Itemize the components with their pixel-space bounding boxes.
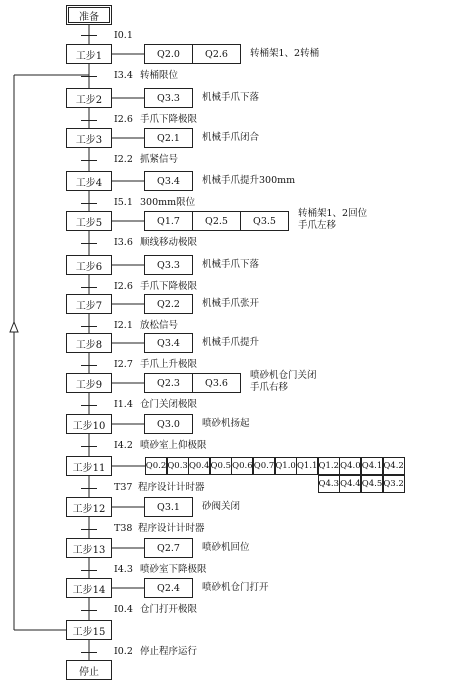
action-cell: Q0.6: [231, 457, 253, 475]
transition-label: T37: [114, 482, 133, 493]
transition-label: I0.2: [114, 646, 133, 657]
transition-description: 程序设计计时器: [138, 482, 205, 493]
action-cell: Q2.3: [144, 373, 193, 393]
action-description: 喷砂机仓门打开: [202, 582, 269, 593]
step-box: 工步6: [66, 255, 112, 275]
transition-label: I4.3: [114, 564, 133, 575]
action-description: 喷砂机扬起: [202, 418, 250, 429]
action-description: 机械手爪下落: [202, 92, 260, 103]
action-cell: Q4.2: [383, 457, 405, 475]
transition-mark: [81, 326, 97, 327]
action-cell: Q2.0: [144, 44, 193, 64]
transition-label: I2.6: [114, 114, 133, 125]
action-cell: Q0.7: [253, 457, 275, 475]
action-cell: Q1.0: [275, 457, 297, 475]
transition-label: I3.6: [114, 237, 133, 248]
action-cell: Q0.5: [210, 457, 232, 475]
transition-description: 300mm限位: [140, 197, 196, 208]
step-box: 工步7: [66, 294, 112, 314]
transition-description: 手爪下降极限: [140, 281, 198, 292]
transition-mark: [81, 287, 97, 288]
transition-description: 程序设计计时器: [138, 523, 205, 534]
transition-mark: [81, 529, 97, 530]
loop-arrow-icon: [10, 322, 18, 332]
step-box: 工步4: [66, 171, 112, 191]
transition-description: 喷砂室上仰极限: [140, 440, 207, 451]
action-description: 砂阀关闭: [202, 501, 241, 512]
start-step: [66, 5, 112, 25]
transition-mark: [81, 120, 97, 121]
transition-description: 放松信号: [140, 320, 179, 331]
action-cell: Q3.3: [144, 88, 193, 108]
transition-mark: [81, 446, 97, 447]
action-cell: Q4.3: [318, 475, 340, 493]
action-cell: Q2.1: [144, 128, 193, 148]
action-cell: Q1.2: [318, 457, 340, 475]
transition-mark: [81, 570, 97, 571]
transition-mark: [81, 652, 97, 653]
step-box: 工步10: [66, 414, 112, 434]
transition-mark: [81, 35, 97, 36]
end-step: [66, 660, 112, 680]
step-box: 工步12: [66, 497, 112, 517]
action-cell: Q4.4: [339, 475, 361, 493]
transition-label: I2.7: [114, 359, 133, 370]
step-box: 工步15: [66, 620, 112, 640]
transition-description: 抓紧信号: [140, 154, 179, 165]
action-cell: Q3.1: [144, 497, 193, 517]
transition-mark: [81, 488, 97, 489]
action-cell: Q4.5: [361, 475, 383, 493]
action-cell: Q3.3: [144, 255, 193, 275]
action-cell: Q3.2: [383, 475, 405, 493]
transition-label: T38: [114, 523, 133, 534]
action-description: 手爪右移: [250, 382, 289, 393]
step-box: 工步8: [66, 333, 112, 353]
step-box: 工步2: [66, 88, 112, 108]
action-cell: Q0.3: [167, 457, 189, 475]
action-description: 机械手爪提升: [202, 337, 260, 348]
transition-description: 手爪上升极限: [140, 359, 198, 370]
step-box: 工步9: [66, 373, 112, 393]
action-description: 机械手爪张开: [202, 298, 260, 309]
transition-mark: [81, 610, 97, 611]
action-cell: Q1.1: [296, 457, 318, 475]
action-description: 喷砂机回位: [202, 542, 250, 553]
action-cell: Q3.6: [192, 373, 241, 393]
transition-label: I0.4: [114, 604, 133, 615]
transition-description: 顺线移动极限: [140, 237, 198, 248]
transition-label: I2.2: [114, 154, 133, 165]
transition-description: 仓门打开极限: [140, 604, 198, 615]
transition-mark: [81, 365, 97, 366]
action-cell: Q3.4: [144, 171, 193, 191]
action-description: 转桶架1、2转桶: [250, 48, 320, 59]
step-box: 工步5: [66, 211, 112, 231]
transition-label: I4.2: [114, 440, 133, 451]
action-cell: Q3.0: [144, 414, 193, 434]
step-box: 工步13: [66, 538, 112, 558]
action-cell: Q0.2: [145, 457, 167, 475]
action-cell: Q0.4: [188, 457, 210, 475]
transition-mark: [81, 243, 97, 244]
action-cell: Q4.0: [339, 457, 361, 475]
action-cell: Q1.7: [144, 211, 193, 231]
step-box: 工步3: [66, 128, 112, 148]
action-cell: Q2.5: [192, 211, 241, 231]
transition-label: I0.1: [114, 30, 133, 41]
action-description: 机械手爪下落: [202, 259, 260, 270]
step-box: 工步14: [66, 578, 112, 598]
step-box: 工步1: [66, 44, 112, 64]
transition-mark: [81, 405, 97, 406]
transition-label: I1.4: [114, 399, 133, 410]
action-cell: Q4.1: [361, 457, 383, 475]
transition-mark: [81, 76, 97, 77]
step-box: 工步11: [66, 456, 112, 476]
transition-label: I3.4: [114, 70, 133, 81]
transition-label: I2.1: [114, 320, 133, 331]
action-cell: Q2.6: [192, 44, 241, 64]
transition-description: 仓门关闭极限: [140, 399, 198, 410]
transition-mark: [81, 203, 97, 204]
transition-mark: [81, 160, 97, 161]
transition-description: 转桶限位: [140, 70, 179, 81]
transition-label: I2.6: [114, 281, 133, 292]
action-description: 喷砂机仓门关闭: [250, 370, 317, 381]
action-cell: Q3.5: [240, 211, 289, 231]
start-label: 准备: [79, 11, 99, 23]
transition-description: 喷砂室下降极限: [140, 564, 207, 575]
action-description: 转桶架1、2回位: [298, 208, 368, 219]
transition-description: 手爪下降极限: [140, 114, 198, 125]
action-description: 机械手爪闭合: [202, 132, 260, 143]
action-cell: Q3.4: [144, 333, 193, 353]
end-label: 停止: [79, 666, 99, 678]
action-cell: Q2.2: [144, 294, 193, 314]
transition-description: 停止程序运行: [140, 646, 198, 657]
action-description: 手爪左移: [298, 220, 337, 231]
transition-label: I5.1: [114, 197, 133, 208]
action-description: 机械手爪提升300mm: [202, 175, 296, 186]
action-cell: Q2.7: [144, 538, 193, 558]
action-cell: Q2.4: [144, 578, 193, 598]
